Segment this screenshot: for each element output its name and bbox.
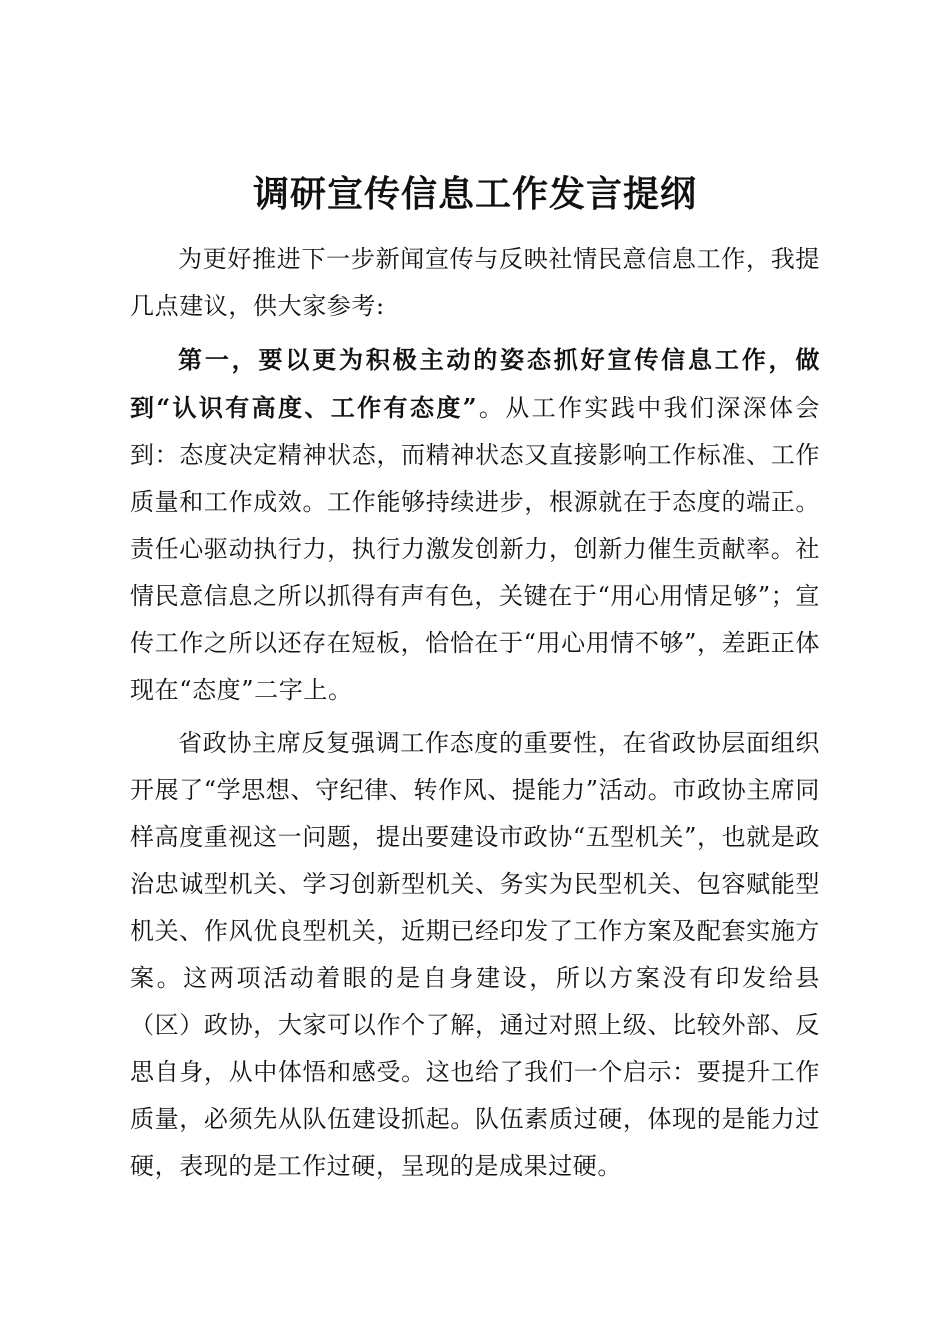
point-one-paragraph [130, 336, 820, 714]
second-paragraph: 省政协主席反复强调工作态度的重要性，在省政协层面组织开展了“学思想、守纪律、转作风、提能力”活动。市政协主席同样高度重视这一问题，提出要建设市政协“五型机关”，也就是政治忠诚型机关、学习创新型机关、务实为民型机关、包容赋能型机关、作风优良型机关，近期已经印发了工作方案及配套实施方案。这两项活动着眼的是自身建设，所以方案没有印发给县（区）政协，大家可以作个了解，通过对照上级、比较外部、反思自身，从中体悟和感受。这也给了我们一个启示：要提升工作质量，必须先从队伍建设抓起。队伍素质过硬，体现的是能力过硬，表现的是工作过硬，呈现的是成果过硬。 [130, 729, 820, 1180]
document-title: 调研宣传信息工作发言提纲 [252, 173, 697, 215]
document-body [130, 236, 820, 1190]
intro-paragraph: 为更好推进下一步新闻宣传与反映社情民意信息工作，我提几点建议，供大家参考: [130, 245, 820, 320]
point-one-heading: 第一，要以更为积极主动的姿态抓好宣传信息工作，做到“认识有高度、工作有态度” [130, 345, 820, 422]
point-one-text: 。从工作实践中我们深深体会到：态度决定精神状态，而精神状态又直接影响工作标准、工作质量和工作成效。工作能够持续进步，根源就在于态度的端正。责任心驱动执行力，执行力激发创新力，创新力催生贡献率。社情民意信息之所以抓得有声有色，关键在于“用心用情足够”；宣传工作之所以还存在短板，恰恰在于“用心用情不够”，差距正体现在“态度”二字上。 [130, 394, 820, 704]
